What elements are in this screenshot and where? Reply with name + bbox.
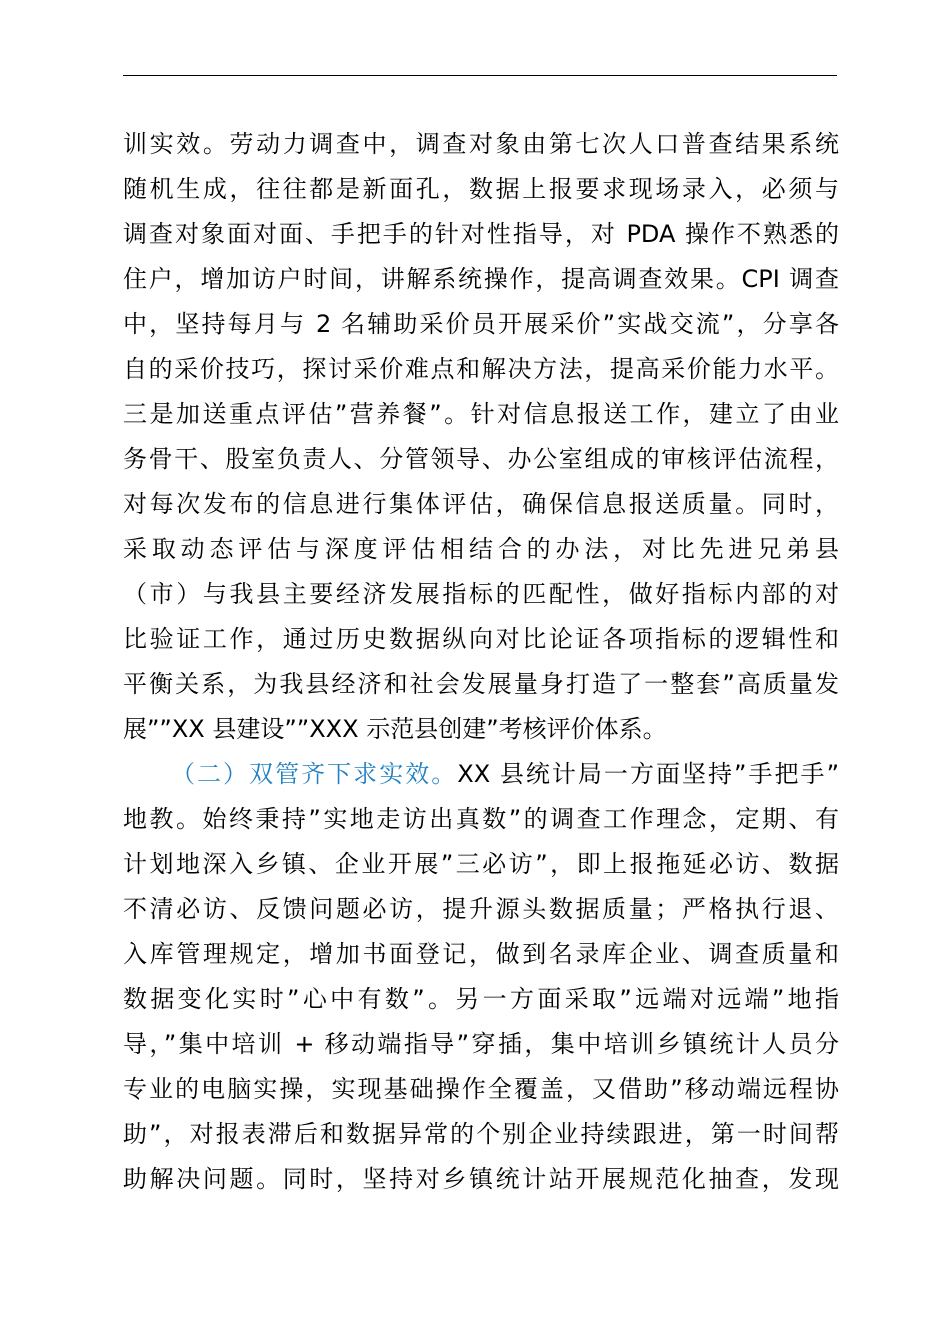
text-line: 训实效。劳动力调查中，调查对象由第七次人口普查结果系统 xyxy=(123,130,839,158)
text-line: （市）与我县主要经济发展指标的匹配性，做好指标内部的对 xyxy=(123,580,839,608)
text-line: 采取动态评估与深度评估相结合的办法，对比先进兄弟县 xyxy=(123,535,839,563)
section-first-line-text: XX 县统计局一方面坚持”手把手” xyxy=(457,760,840,788)
text-line: 务骨干、股室负责人、分管领导、办公室组成的审核评估流程， xyxy=(123,445,839,473)
text-line: 三是加送重点评估”营养餐”。针对信息报送工作，建立了由业 xyxy=(123,400,839,428)
text-line: 专业的电脑实操，实现基础操作全覆盖，又借助”移动端远程协 xyxy=(123,1075,839,1103)
text-line: 展””XX 县建设””XXX 示范县创建”考核评价体系。 xyxy=(123,715,667,743)
text-line: 数据变化实时”心中有数”。另一方面采取”远端对远端”地指 xyxy=(123,985,839,1013)
header-rule xyxy=(123,75,837,76)
text-line: 住户，增加访户时间，讲解系统操作，提高调查效果。CPI 调查 xyxy=(123,265,839,293)
section-heading: （二）双管齐下求实效。 xyxy=(171,760,458,788)
text-line: 调查对象面对面、手把手的针对性指导，对 PDA 操作不熟悉的 xyxy=(123,220,839,248)
text-line: 中，坚持每月与 2 名辅助采价员开展采价”实战交流”，分享各 xyxy=(123,310,839,338)
text-line: 地教。始终秉持”实地走访出真数”的调查工作理念，定期、有 xyxy=(123,805,839,833)
text-line: 随机生成，往往都是新面孔，数据上报要求现场录入，必须与 xyxy=(123,175,839,203)
text-line: 助解决问题。同时，坚持对乡镇统计站开展规范化抽查，发现 xyxy=(123,1165,839,1193)
text-line: 自的采价技巧，探讨采价难点和解决方法，提高采价能力水平。 xyxy=(123,355,839,383)
text-line: 计划地深入乡镇、企业开展”三必访”，即上报拖延必访、数据 xyxy=(123,850,839,878)
text-line: 助”，对报表滞后和数据异常的个别企业持续跟进，第一时间帮 xyxy=(123,1120,839,1148)
text-line: 平衡关系，为我县经济和社会发展量身打造了一整套”高质量发 xyxy=(123,670,839,698)
section-heading-line xyxy=(123,752,839,797)
text-line: 导，”集中培训 + 移动端指导”穿插，集中培训乡镇统计人员分 xyxy=(123,1030,839,1058)
text-line: 不清必访、反馈问题必访，提升源头数据质量；严格执行退、 xyxy=(123,895,839,923)
text-line: 入库管理规定，增加书面登记，做到名录库企业、调查质量和 xyxy=(123,940,839,968)
body-text xyxy=(123,122,839,1202)
text-line: 比验证工作，通过历史数据纵向对比论证各项指标的逻辑性和 xyxy=(123,625,839,653)
text-line: 对每次发布的信息进行集体评估，确保信息报送质量。同时， xyxy=(123,490,839,518)
